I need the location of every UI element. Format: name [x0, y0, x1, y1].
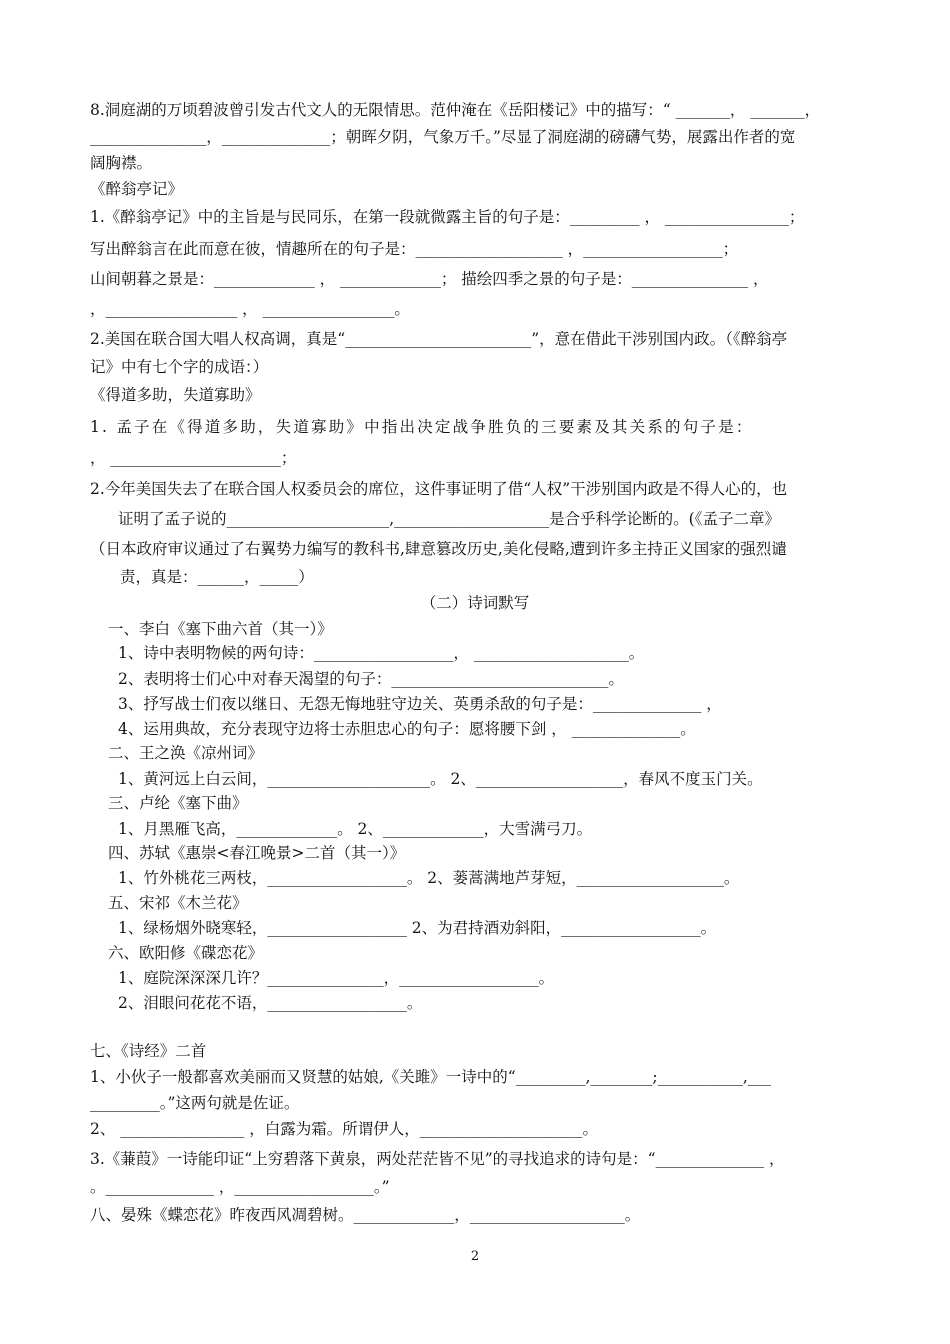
- line-sj-5: 。______________ ，__________________。”: [90, 1178, 390, 1196]
- line-sj-4: 3.《蒹葭》一诗能印证“上穷碧落下黄泉，两处茫茫皆不见”的寻找追求的诗句是：“______________ ，: [90, 1150, 785, 1168]
- line-zwt-4: ，_________________ ， _________________。: [90, 300, 410, 318]
- line-q8-b: _______________，______________；朝晖夕阴，气象万千。”尽显了洞庭湖的磅礴气势，展露出作者的宽: [90, 128, 796, 146]
- line-q8-c: 阔胸襟。: [90, 154, 153, 172]
- line-libai-1: 1、诗中表明物候的两句诗：__________________， ____________________。: [118, 644, 645, 662]
- line-sj-1: 1、小伙子一般都喜欢美丽而又贤慧的姑娘,《关雎》一诗中的“_________,________;___________,___: [90, 1068, 772, 1086]
- line-zwt-6: 记》中有七个字的成语：）: [90, 358, 269, 376]
- line-zwt-3: 山间朝暮之景是：_____________ ， _____________； 描绘四季之景的句子是：_______________ ，: [90, 270, 769, 288]
- heading-wangzhihuan: 二、王之涣《凉州词》: [108, 744, 264, 762]
- page-number: 2: [470, 1249, 480, 1264]
- line-zwt-2: 写出醉翁言在此而意在彼，情趣所在的句子是：___________________ ，__________________；: [90, 240, 739, 258]
- heading-shijing: 七、《诗经》二首: [90, 1042, 207, 1060]
- heading-dedaoduozhu: 《得道多助，失道寡助》: [90, 386, 261, 404]
- line-dd-1: 1. 孟子在《得道多助，失道寡助》中指出决定战争胜负的三要素及其关系的句子是：: [90, 418, 754, 436]
- line-zwt-5: 2.美国在联合国大唱人权高调，真是“________________________”，意在借此干涉别国内政。（《醉翁亭: [90, 330, 788, 348]
- section-title-poetry: （二）诗词默写: [420, 594, 530, 612]
- heading-libai: 一、李白《塞下曲六首（其一）》: [108, 620, 333, 638]
- line-sj-2: _________。”这两句就是佐证。: [90, 1094, 300, 1112]
- heading-sushi: 四、苏轼《惠崇<春江晚景>二首（其一）》: [108, 844, 406, 862]
- line-dd-4: 证明了孟子说的_____________________,____________________是合乎科学论断的。(《孟子二章》: [118, 510, 780, 528]
- line-songqi-1: 1、绿杨烟外晓寒轻，__________________ 2、为君持酒劝斜阳，__________________。: [118, 919, 717, 937]
- line-zwt-1: 1.《醉翁亭记》中的主旨是与民同乐，在第一段就微露主旨的句子是：_________ ， ________________；: [90, 208, 805, 226]
- line-sj-3: 2、 ________________ ，白露为霜。所谓伊人，_____________________。: [90, 1120, 598, 1138]
- heading-songqi: 五、宋祁《木兰花》: [108, 894, 248, 912]
- line-q8-a: 8.洞庭湖的万顷碧波曾引发古代文人的无限情思。范仲淹在《岳阳楼记》中的描写：“ _______， _______，: [90, 101, 821, 119]
- heading-ouyangxiu: 六、欧阳修《碟恋花》: [108, 944, 264, 962]
- line-oyx-2: 2、泪眼问花花不语，__________________。: [118, 994, 423, 1012]
- line-yanshu: 八、晏殊《蝶恋花》昨夜西风凋碧树。_____________，____________________。: [90, 1206, 641, 1224]
- line-libai-4: 4、运用典故，充分表现守边将士赤胆忠心的句子：愿将腰下剑 ， ______________。: [118, 720, 696, 738]
- line-oyx-1: 1、庭院深深深几许？_______________，__________________。: [118, 969, 555, 987]
- line-sushi-1: 1、竹外桃花三两枝，__________________。 2、蒌蒿满地芦芽短，___________________。: [118, 869, 740, 887]
- line-dd-3: 2.今年美国失去了在联合国人权委员会的席位，这件事证明了借“人权”干涉别国内政是不得人心的，也: [90, 480, 788, 498]
- line-libai-2: 2、表明将士们心中对春天渴望的句子：____________________________。: [118, 670, 624, 688]
- line-dd-6: 责，真是：______，_____）: [120, 568, 314, 586]
- line-libai-3: 3、抒写战士们夜以继日、无怨无悔地驻守边关、英勇杀敌的句子是：______________ ，: [118, 695, 722, 713]
- line-dd-5: （日本政府审议通过了右翼势力编写的教科书,肆意篡改历史,美化侵略,遭到许多主持正义国家的强烈谴: [90, 540, 787, 558]
- line-wzh-1: 1、黄河远上白云间，_____________________。 2、___________________，春风不度玉门关。: [118, 770, 763, 788]
- heading-zuiwengtingji: 《醉翁亭记》: [90, 180, 184, 198]
- heading-lulun: 三、卢纶《塞下曲》: [108, 794, 248, 812]
- line-lulun-1: 1、月黑雁飞高，_____________。 2、_____________，大雪满弓刀。: [118, 820, 593, 838]
- line-dd-2: ， ______________________；: [90, 449, 297, 467]
